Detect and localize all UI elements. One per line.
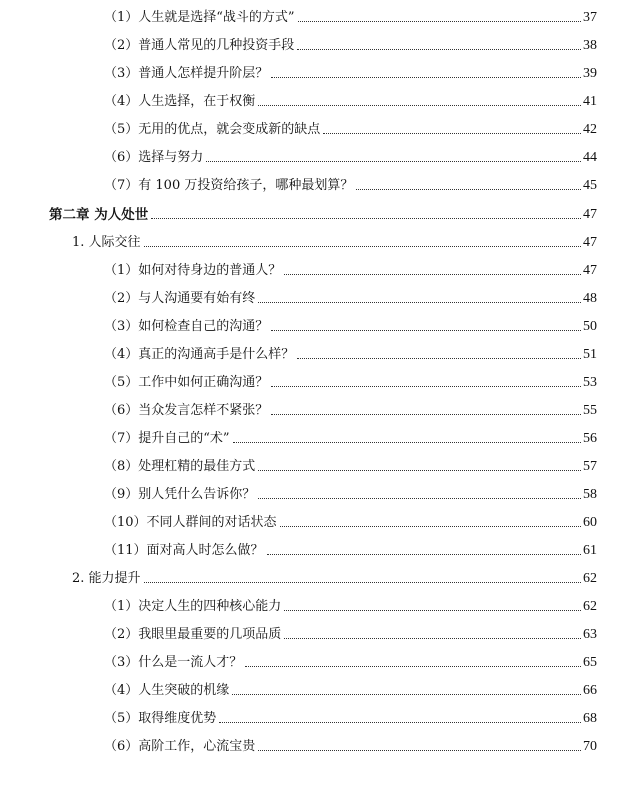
- toc-page-number: 37: [583, 10, 597, 25]
- toc-entry-title: （4）人生突破的机缘: [104, 683, 230, 698]
- toc-entry-title: （5）取得维度优势: [104, 711, 217, 726]
- toc-page-number: 47: [583, 235, 597, 250]
- toc-entry[interactable]: [104, 735, 597, 755]
- toc-page-number: 38: [583, 38, 597, 53]
- dot-leader: [151, 218, 581, 219]
- toc-section-title: 2. 能力提升: [72, 571, 141, 586]
- toc-page-number: 68: [583, 711, 597, 726]
- dot-leader: [258, 750, 581, 751]
- toc-entry[interactable]: [104, 259, 597, 279]
- toc-entry-title: （2）我眼里最重要的几项品质: [104, 627, 282, 642]
- dot-leader: [258, 105, 581, 106]
- toc-entry-title: （3）普通人怎样提升阶层？: [104, 66, 269, 81]
- dot-leader: [245, 666, 581, 667]
- toc-entry[interactable]: [104, 6, 597, 26]
- toc-entry-title: （5）无用的优点，就会变成新的缺点: [104, 122, 321, 137]
- toc-entry[interactable]: [104, 623, 597, 643]
- toc-entry[interactable]: [104, 146, 597, 166]
- toc-page-number: 57: [583, 459, 597, 474]
- dot-leader: [258, 498, 581, 499]
- toc-entry-title: （4）人生选择，在于权衡: [104, 94, 256, 109]
- toc-chapter-title: 第二章 为人处世: [49, 207, 149, 223]
- dot-leader: [284, 638, 581, 639]
- toc-entry-title: （3）什么是一流人才？: [104, 655, 243, 670]
- toc-entry[interactable]: [104, 118, 597, 138]
- toc-entry[interactable]: [104, 399, 597, 419]
- dot-leader: [258, 470, 581, 471]
- toc-page-number: 45: [583, 178, 597, 193]
- toc-entry[interactable]: [104, 455, 597, 475]
- toc-page-number: 62: [583, 599, 597, 614]
- toc-entry[interactable]: [104, 371, 597, 391]
- toc-entry-title: （2）普通人常见的几种投资手段: [104, 38, 295, 53]
- toc-entry-title: （8）处理杠精的最佳方式: [104, 459, 256, 474]
- dot-leader: [271, 414, 581, 415]
- dot-leader: [233, 442, 581, 443]
- toc-page-number: 70: [583, 739, 597, 754]
- toc-chapter-heading[interactable]: [49, 203, 597, 223]
- dot-leader: [144, 246, 581, 247]
- toc-page-number: 39: [583, 66, 597, 81]
- toc-entry-title: （7）提升自己的“术”: [104, 431, 230, 446]
- toc-page-number: 62: [583, 571, 597, 586]
- toc-page-number: 58: [583, 487, 597, 502]
- toc-entry[interactable]: [104, 707, 597, 727]
- toc-page-number: 66: [583, 683, 597, 698]
- toc-entry-title: （2）与人沟通要有始有终: [104, 291, 256, 306]
- toc-page-number: 60: [583, 515, 597, 530]
- toc-page-number: 65: [583, 655, 597, 670]
- toc-entry[interactable]: [104, 90, 597, 110]
- dot-leader: [271, 77, 581, 78]
- toc-page-number: 42: [583, 122, 597, 137]
- dot-leader: [271, 330, 581, 331]
- toc-entry[interactable]: [104, 595, 597, 615]
- toc-entry-title: （1）决定人生的四种核心能力: [104, 599, 282, 614]
- dot-leader: [284, 274, 581, 275]
- dot-leader: [206, 161, 581, 162]
- toc-page-number: 44: [583, 150, 597, 165]
- dot-leader: [280, 526, 581, 527]
- dot-leader: [271, 386, 581, 387]
- toc-entry[interactable]: [104, 539, 597, 559]
- dot-leader: [298, 21, 581, 22]
- dot-leader: [297, 358, 581, 359]
- toc-page-number: 50: [583, 319, 597, 334]
- toc-entry[interactable]: [104, 511, 597, 531]
- toc-page-number: 41: [583, 94, 597, 109]
- dot-leader: [297, 49, 581, 50]
- dot-leader: [258, 302, 581, 303]
- toc-section-title: 1. 人际交往: [72, 235, 141, 250]
- toc-page-number: 53: [583, 375, 597, 390]
- dot-leader: [267, 554, 581, 555]
- dot-leader: [219, 722, 581, 723]
- dot-leader: [284, 610, 581, 611]
- toc-entry[interactable]: [104, 651, 597, 671]
- toc-entry[interactable]: [104, 679, 597, 699]
- dot-leader: [323, 133, 581, 134]
- toc-entry-title: （5）工作中如何正确沟通？: [104, 375, 269, 390]
- toc-entry[interactable]: [104, 343, 597, 363]
- toc-entry[interactable]: [104, 174, 597, 194]
- toc-entry-title: （10）不同人群间的对话状态: [104, 515, 277, 530]
- toc-entry-title: （4）真正的沟通高手是什么样？: [104, 347, 295, 362]
- toc-entry-title: （1）人生就是选择“战斗的方式”: [104, 10, 295, 25]
- toc-entry-title: （6）当众发言怎样不紧张？: [104, 403, 269, 418]
- toc-page-number: 48: [583, 291, 597, 306]
- dot-leader: [232, 694, 581, 695]
- toc-entry-title: （9）别人凭什么告诉你？: [104, 487, 256, 502]
- toc-entry[interactable]: [104, 315, 597, 335]
- toc-page-number: 47: [583, 207, 597, 222]
- toc-page-number: 56: [583, 431, 597, 446]
- toc-entry[interactable]: [104, 34, 597, 54]
- toc-page-number: 61: [583, 543, 597, 558]
- dot-leader: [356, 189, 581, 190]
- dot-leader: [144, 582, 581, 583]
- toc-entry-title: （7）有 100 万投资给孩子，哪种最划算？: [104, 178, 354, 193]
- toc-page-number: 55: [583, 403, 597, 418]
- toc-section-heading[interactable]: [72, 231, 597, 251]
- toc-entry[interactable]: [104, 483, 597, 503]
- toc-page-number: 51: [583, 347, 597, 362]
- toc-entry-title: （1）如何对待身边的普通人？: [104, 263, 282, 278]
- toc-entry[interactable]: [104, 62, 597, 82]
- toc-entry-title: （6）选择与努力: [104, 150, 204, 165]
- toc-page-number: 47: [583, 263, 597, 278]
- toc-page-number: 63: [583, 627, 597, 642]
- toc-entry[interactable]: [104, 427, 597, 447]
- toc-entry-title: （6）高阶工作，心流宝贵: [104, 739, 256, 754]
- toc-section-heading[interactable]: [72, 567, 597, 587]
- toc-entry-title: （3）如何检查自己的沟通？: [104, 319, 269, 334]
- toc-entry-title: （11）面对高人时怎么做？: [104, 543, 264, 558]
- toc-entry[interactable]: [104, 287, 597, 307]
